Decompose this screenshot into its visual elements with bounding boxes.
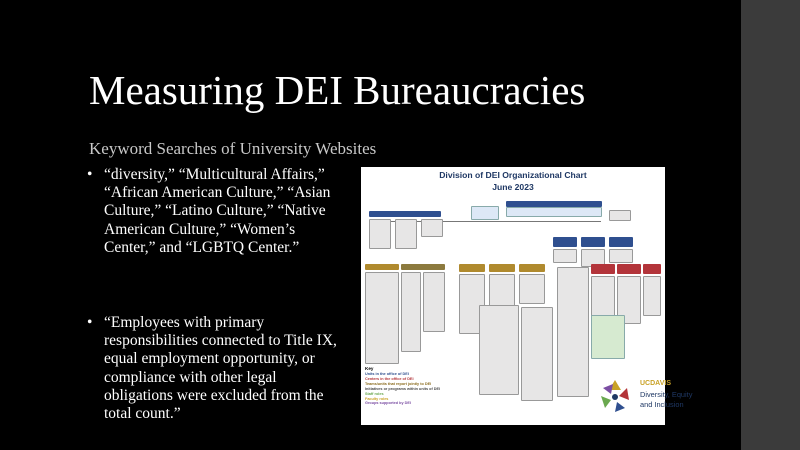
org-box-column: [423, 272, 445, 332]
org-chart-title: Division of DEI Organizational Chart: [439, 170, 587, 180]
bullet-item: [87, 314, 349, 423]
legend-item: Initiatives or programs within units of DEI: [365, 386, 441, 391]
bullet-marker: •: [87, 166, 93, 183]
org-box-cell: [553, 249, 577, 263]
org-box-header: [365, 264, 399, 270]
org-box-green: [591, 315, 625, 359]
right-side-panel: [741, 0, 800, 450]
org-box-center: [591, 264, 615, 274]
org-box-cell: [369, 219, 391, 249]
org-box-unit: [553, 237, 577, 247]
legend-item: Units in the office of DEI: [365, 372, 409, 376]
bullet-text: “Employees with primary responsibilities connected to Title IX, equal employment opportunity, or compliance with other legal obligations were excluded from the total count.”: [104, 314, 337, 423]
org-box-column: [521, 307, 553, 401]
slide-subtitle: Keyword Searches of University Websites: [89, 139, 377, 158]
legend-item: Groups supported by DEI: [365, 401, 411, 406]
org-box-column: [401, 272, 421, 352]
org-box-column: [557, 267, 589, 397]
org-box-center: [643, 264, 661, 274]
org-box-center: [617, 264, 641, 274]
bullet-text: “diversity,” “Multicultural Affairs,” “African American Culture,” “Asian Culture,” “Latino Culture,” “Native American Culture,” “Women’s Center,” and “LGBTQ Center.”: [104, 166, 331, 256]
org-box-column: [643, 276, 661, 316]
org-box-side-unit: [609, 210, 631, 221]
org-box-cell: [421, 219, 443, 237]
org-box-header: [519, 264, 545, 272]
org-box-unit: [581, 237, 605, 247]
org-box-leadership-team: [471, 206, 499, 220]
legend-item: Teams/units that report jointly to DEI: [365, 381, 432, 386]
legend-item: Centers in the office of DEI: [365, 376, 414, 381]
org-box-partnerships: [369, 211, 441, 217]
org-chart-image: [361, 167, 693, 425]
org-box-unit: [609, 237, 633, 247]
brand-line-2: and Inclusion: [640, 400, 684, 409]
bullet-marker: •: [87, 314, 93, 331]
org-box-cell: [395, 219, 417, 249]
ucdavis-dei-logo-icon: [597, 376, 633, 416]
org-box-header: [401, 264, 445, 270]
org-box-column: [519, 274, 545, 304]
legend-item: Faculty roles: [365, 396, 389, 401]
org-box-header: [489, 264, 515, 272]
legend-title: Key: [365, 366, 374, 371]
bullet-item: [87, 166, 349, 257]
legend-item: Staff roles: [365, 391, 384, 396]
org-box-column: [365, 272, 399, 364]
org-chart-legend: [365, 366, 505, 406]
org-box-vice-chancellor: [506, 207, 602, 217]
slide-title: Measuring DEI Bureaucracies: [89, 67, 586, 113]
org-box-cell: [609, 249, 633, 263]
org-chart-date: June 2023: [492, 182, 534, 192]
brand-line-1: Diversity, Equity: [640, 390, 693, 399]
brand-name: UCDAVIS: [640, 380, 671, 387]
org-box-header: [459, 264, 485, 272]
